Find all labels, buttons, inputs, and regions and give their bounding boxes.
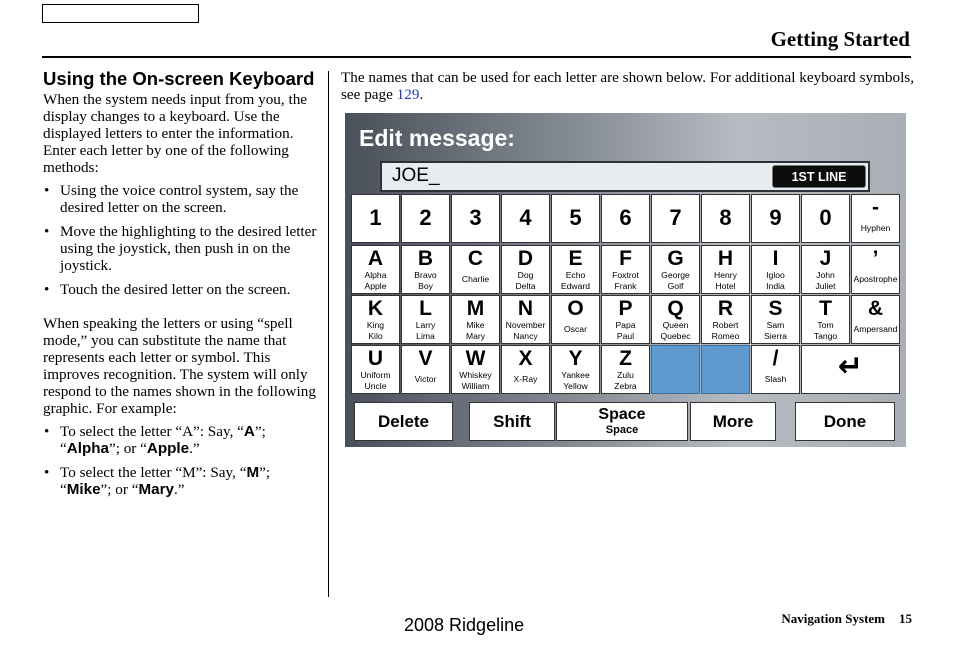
- key-name-label: Golf: [667, 280, 684, 291]
- key-name-label: Yankee: [561, 370, 590, 380]
- key[interactable]: [801, 194, 850, 243]
- key[interactable]: [351, 295, 400, 344]
- key-name-label: Apple: [364, 280, 387, 291]
- key-name-label: India: [766, 280, 785, 291]
- key-character: 6: [619, 205, 632, 230]
- example-item: • To select the letter “A”: Say, “A”; “Alpha”; or “Apple.”: [43, 423, 317, 457]
- key-name-label: Edward: [560, 280, 591, 291]
- key[interactable]: [601, 245, 650, 294]
- key-character: O: [567, 297, 584, 320]
- key-name-label: Zebra: [614, 380, 637, 391]
- key-name-label: Kilo: [368, 330, 383, 341]
- key[interactable]: [851, 295, 900, 344]
- left-column: [43, 68, 317, 505]
- key-name-label: Hotel: [715, 280, 736, 291]
- key-name-label: Tom: [817, 320, 834, 330]
- key-character: E: [568, 247, 583, 270]
- key[interactable]: [501, 295, 550, 344]
- key-character: R: [717, 297, 734, 320]
- key-character: Y: [568, 347, 583, 370]
- key-character: /: [772, 347, 779, 370]
- key[interactable]: [351, 345, 400, 394]
- key-character: V: [418, 347, 433, 370]
- shift-button[interactable]: Shift: [469, 402, 555, 441]
- key-character: 9: [769, 205, 782, 230]
- key-character: W: [465, 347, 486, 370]
- key-character: G: [667, 247, 684, 270]
- key-character: U: [367, 347, 384, 370]
- page-header-title: Getting Started: [770, 27, 910, 51]
- key[interactable]: [401, 194, 450, 243]
- key[interactable]: [501, 194, 550, 243]
- key-character: &: [867, 297, 884, 320]
- key-name-label: Queen: [662, 320, 689, 330]
- key-name-label: Juliet: [815, 280, 836, 291]
- key[interactable]: [551, 345, 600, 394]
- message-input-text: JOE_: [392, 165, 440, 186]
- key-character: 3: [469, 205, 482, 230]
- footer-model: 2008 Ridgeline: [404, 615, 525, 635]
- key-name-label: Slash: [764, 374, 787, 384]
- methods-list: [43, 182, 317, 298]
- key-character: P: [618, 297, 633, 320]
- key[interactable]: [551, 194, 600, 243]
- method-item: • Using the voice control system, say the desired letter on the screen.: [43, 182, 317, 216]
- key-name-label: Uncle: [364, 380, 387, 391]
- key[interactable]: [501, 245, 550, 294]
- key[interactable]: [751, 245, 800, 294]
- key-name-label: Hyphen: [860, 223, 891, 233]
- key-character: 2: [419, 205, 432, 230]
- key-character: T: [819, 297, 832, 320]
- key-name-label: Romeo: [711, 330, 740, 341]
- key[interactable]: [751, 295, 800, 344]
- key[interactable]: [701, 295, 750, 344]
- key-name-label: Tango: [813, 330, 838, 341]
- section-heading: Using the On-screen Keyboard: [43, 68, 315, 89]
- keyboard-screen: [345, 113, 906, 447]
- key[interactable]: [401, 345, 450, 394]
- key-name-label: Alpha: [364, 270, 387, 280]
- key[interactable]: [601, 345, 650, 394]
- key[interactable]: [451, 295, 500, 344]
- key-name-label: John: [816, 270, 835, 280]
- done-button[interactable]: Done: [795, 402, 895, 441]
- method-item: • Move the highlighting to the desired letter using the joystick, then push in on the joystick.: [43, 223, 317, 274]
- key[interactable]: [701, 194, 750, 243]
- key-character: I: [772, 247, 779, 270]
- examples-list: [43, 423, 317, 498]
- key[interactable]: [751, 345, 800, 394]
- key[interactable]: [451, 194, 500, 243]
- key[interactable]: [551, 245, 600, 294]
- key[interactable]: [601, 194, 650, 243]
- footer-section: Navigation System 15: [781, 611, 912, 626]
- delete-button[interactable]: Delete: [354, 402, 453, 441]
- key-name-label: Zulu: [617, 370, 634, 380]
- key[interactable]: [351, 194, 400, 243]
- key-character: 1: [369, 205, 382, 230]
- key-character: 4: [519, 205, 532, 230]
- key[interactable]: [801, 245, 850, 294]
- key-name-label: Bravo: [414, 270, 437, 280]
- key-name-label: George: [661, 270, 690, 280]
- key-name-label: Robert: [712, 320, 739, 330]
- key-character: J: [819, 247, 832, 270]
- key-character: X: [518, 347, 533, 370]
- key-name-label: Apostrophe: [853, 274, 898, 284]
- key-name-label: Charlie: [461, 274, 490, 284]
- key-character: 7: [669, 205, 682, 230]
- enter-key[interactable]: [801, 345, 900, 394]
- header-rule: [42, 56, 911, 58]
- key-character: ’: [872, 247, 879, 270]
- key-character: M: [466, 297, 485, 320]
- key-name-label: Lima: [416, 330, 435, 341]
- key-character: K: [367, 297, 384, 320]
- key[interactable]: [801, 295, 850, 344]
- key-name-label: Mike: [466, 320, 485, 330]
- key-name-label: Quebec: [660, 330, 691, 341]
- key-name-label: Foxtrot: [612, 270, 639, 280]
- key-name-label: Oscar: [564, 324, 587, 334]
- key-name-label: Igloo: [766, 270, 785, 280]
- key-name-label: Sierra: [764, 330, 787, 341]
- key-character: L: [419, 297, 432, 320]
- key-character: F: [619, 247, 632, 270]
- space-button[interactable]: Space Space: [556, 402, 688, 441]
- intro-paragraph: When the system needs input from you, the display changes to a keyboard. Use the displayed letters to enter the information. Enter each letter by one of the following methods:: [43, 91, 308, 176]
- key-name-label: William: [461, 380, 490, 391]
- key-name-label: Uniform: [360, 370, 391, 380]
- key-name-label: X-Ray: [513, 374, 538, 384]
- key[interactable]: [851, 194, 900, 243]
- key-name-label: Delta: [515, 280, 536, 291]
- key-name-label: Nancy: [513, 330, 538, 341]
- key-character: -: [872, 196, 879, 219]
- key-name-label: Sam: [766, 320, 785, 330]
- page-link[interactable]: 129: [396, 86, 420, 103]
- key-name-label: Boy: [418, 280, 433, 291]
- key-name-label: Ampersand: [853, 324, 898, 334]
- key[interactable]: [501, 345, 550, 394]
- key-name-label: Mary: [465, 330, 486, 341]
- page-number: 15: [899, 611, 912, 626]
- method-item: • Touch the desired letter on the screen.: [43, 281, 317, 298]
- key[interactable]: [651, 194, 700, 243]
- key[interactable]: [551, 295, 600, 344]
- blank-key: [701, 345, 750, 394]
- key[interactable]: [451, 245, 500, 294]
- key[interactable]: [701, 245, 750, 294]
- key-name-label: Paul: [616, 330, 635, 341]
- key[interactable]: [351, 245, 400, 294]
- key-character: Q: [667, 297, 684, 320]
- key-name-label: Henry: [714, 270, 737, 280]
- more-button[interactable]: More: [690, 402, 776, 441]
- key[interactable]: [851, 245, 900, 294]
- key-character: 8: [719, 205, 732, 230]
- key-name-label: Echo: [565, 270, 586, 280]
- key[interactable]: [751, 194, 800, 243]
- key[interactable]: [601, 295, 650, 344]
- key[interactable]: [401, 295, 450, 344]
- column-divider: [328, 71, 329, 597]
- blank-key: [651, 345, 700, 394]
- key-name-label: November: [505, 320, 546, 330]
- message-input[interactable]: [380, 161, 870, 192]
- key-character: S: [768, 297, 783, 320]
- key-name-label: Dog: [517, 270, 534, 280]
- key-name-label: Yellow: [563, 380, 588, 391]
- screen-title: Edit message:: [359, 125, 515, 151]
- key-character: Z: [619, 347, 632, 370]
- key-name-label: Frank: [614, 280, 637, 291]
- key-character: B: [417, 247, 434, 270]
- key[interactable]: [651, 295, 700, 344]
- right-intro-paragraph: The names that can be used for each letter are shown below. For additional keyboard symbols, see page 129.: [341, 69, 915, 103]
- key-name-label: Whiskey: [459, 370, 492, 380]
- key-character: N: [517, 297, 534, 320]
- key-character: H: [717, 247, 734, 270]
- speaking-paragraph: When speaking the letters or using “spell mode,” you can substitute the name that represents each letter or symbol. This improves recognition. The system will only respond to the names shown in the following graphic. For example:: [43, 315, 316, 417]
- key-character: A: [367, 247, 384, 270]
- key-name-label: Larry: [415, 320, 436, 330]
- key[interactable]: [401, 245, 450, 294]
- key-character: 0: [819, 205, 832, 230]
- corner-box: [42, 4, 199, 23]
- key-name-label: Victor: [414, 374, 437, 384]
- key[interactable]: [651, 245, 700, 294]
- key-name-label: King: [366, 320, 385, 330]
- key-character: D: [517, 247, 534, 270]
- key-name-label: Papa: [615, 320, 636, 330]
- key-character: C: [467, 247, 484, 270]
- key-character: 5: [569, 205, 582, 230]
- example-item: • To select the letter “M”: Say, “M”; “Mike”; or “Mary.”: [43, 464, 317, 498]
- enter-icon: ↵: [837, 350, 864, 383]
- key[interactable]: [451, 345, 500, 394]
- line-select-button[interactable]: 1ST LINE: [772, 165, 866, 188]
